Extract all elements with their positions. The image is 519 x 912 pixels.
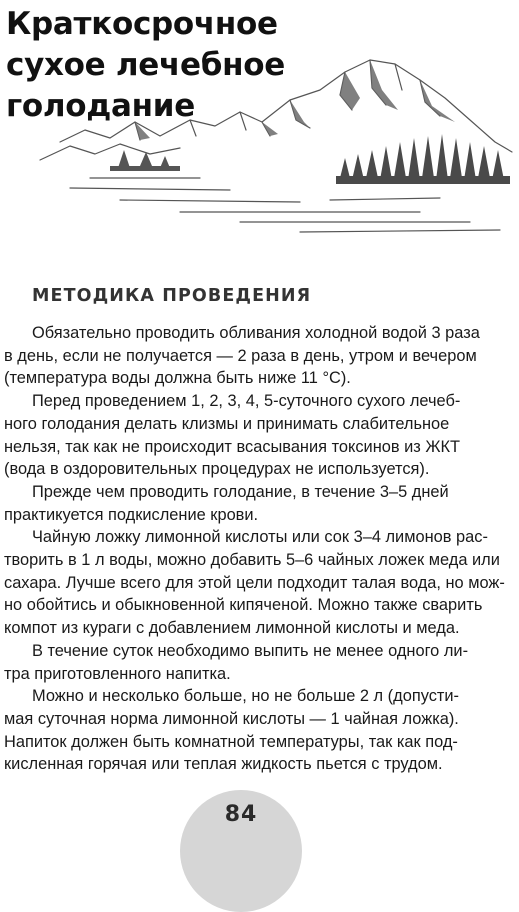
chapter-title-line: Краткосрочное xyxy=(6,6,278,42)
page-number: 84 xyxy=(224,802,258,827)
text-line: практикуется подкисление крови. xyxy=(4,505,259,524)
paragraph xyxy=(4,390,476,481)
text-line: Обязательно проводить обливания холодной водой 3 раза xyxy=(32,324,480,342)
text-line: творить в 1 л воды, можно добавить 5–6 чайных ложек меда или xyxy=(4,551,500,570)
text-line: мая суточная норма лимонной кислоты — 1 чайная ложка). xyxy=(4,709,459,728)
text-line: тра приготовленного напитка. xyxy=(4,664,231,683)
paragraph xyxy=(4,322,480,390)
chapter-title-line: голодание xyxy=(6,88,195,124)
chapter-title-line: сухое лечебное xyxy=(6,47,285,83)
paragraph xyxy=(4,526,505,640)
paragraph xyxy=(4,640,476,685)
text-line: Перед проведением 1, 2, 3, 4, 5-суточного сухого лечеб- xyxy=(32,392,461,411)
text-line: но обойтись и обыкновенной кипяченой. Можно также сварить xyxy=(4,596,483,615)
mountain-landscape-illustration xyxy=(0,50,519,250)
section-heading: МЕТОДИКА ПРОВЕДЕНИЯ xyxy=(32,286,312,306)
body-text xyxy=(4,322,505,776)
text-line: в день, если не получается — 2 раза в день, утром и вечером xyxy=(4,346,477,365)
text-line: ного голодания делать клизмы и принимать слабительное xyxy=(4,414,450,433)
text-line: компот из кураги с добавлением лимонной кислоты и меда. xyxy=(4,619,460,638)
text-line: В течение суток необходимо выпить не менее одного ли- xyxy=(32,641,469,660)
paragraph xyxy=(4,685,476,776)
text-line: сахара. Лучше всего для этой цели подходит талая вода, но мож- xyxy=(4,573,505,592)
text-line: Прежде чем проводить голодание, в течение 3–5 дней xyxy=(32,482,449,501)
text-line: нельзя, так как не происходит всасывания токсинов из ЖКТ xyxy=(4,437,461,456)
text-line: (вода в оздоровительных процедурах не используется). xyxy=(4,460,430,479)
text-line: кисленная горячая или теплая жидкость пьется с трудом. xyxy=(4,755,443,774)
text-line: Напиток должен быть комнатной температуры, так как под- xyxy=(4,732,458,751)
text-line: (температура воды должна быть ниже 11 °С). xyxy=(4,369,351,388)
text-line: Чайную ложку лимонной кислоты или сок 3–4 лимонов рас- xyxy=(32,528,488,547)
paragraph xyxy=(4,481,476,526)
text-line: Можно и несколько больше, но не больше 2 л (допусти- xyxy=(32,687,460,706)
